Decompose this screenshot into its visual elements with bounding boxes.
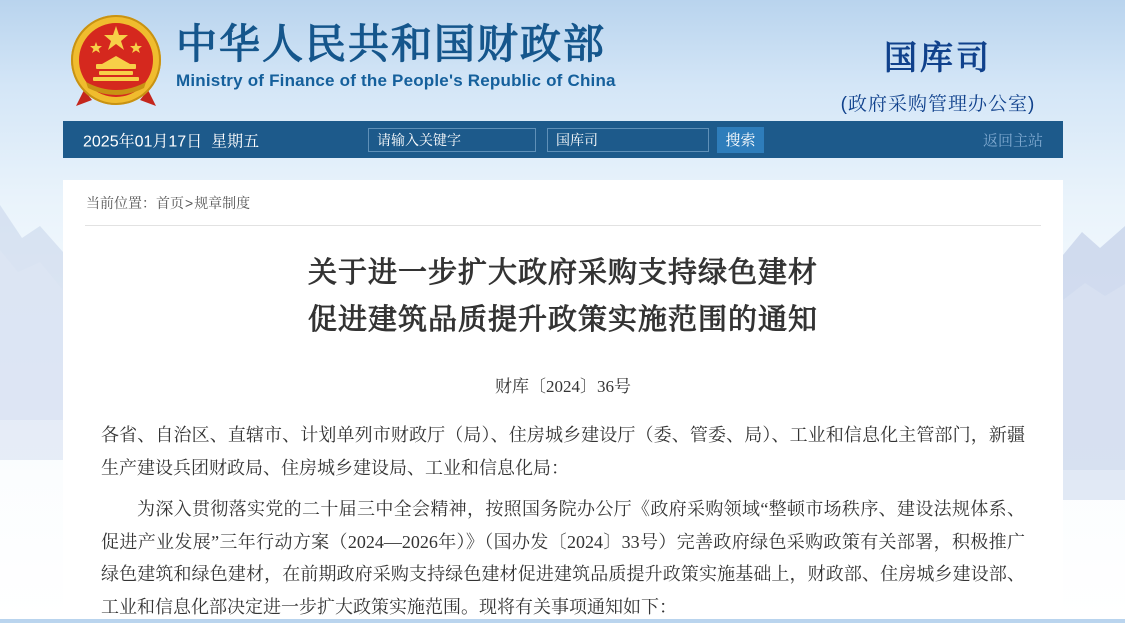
document-body: [63, 419, 1063, 623]
paragraph-intro: 为深入贯彻落实党的二十届三中全会精神，按照国务院办公厅《政府采购领域“整顿市场秩序、建设法规体系、促进产业发展”三年行动方案（2024—2026年）》（国办发〔2024〕33号）完善政府绿色采购政策有关部署，积极推广绿色建筑和绿色建材，在前期政府采购支持绿色建材促进建筑品质提升政策实施基础上，财政部、住房城乡建设部、工业和信息化部决定进一步扩大政策实施范围。现将有关事项通知如下：: [101, 499, 1025, 617]
document-number: 财库〔2024〕36号: [495, 377, 631, 396]
site-header: [0, 0, 1125, 121]
search-button[interactable]: 搜索: [717, 127, 764, 153]
logo-link[interactable]: [66, 12, 166, 112]
content-card: [63, 180, 1063, 619]
department-subtitle: (政府采购管理办公室): [840, 94, 1036, 115]
breadcrumb-current-link[interactable]: 规章制度: [194, 194, 251, 211]
document-title: [63, 226, 1063, 344]
breadcrumb: [63, 180, 1063, 225]
breadcrumb-home-link[interactable]: 首页: [156, 194, 184, 211]
national-emblem-icon: [66, 12, 166, 112]
site-title-block: [176, 22, 616, 91]
navbar: [63, 121, 1063, 158]
breadcrumb-separator: >: [185, 194, 194, 211]
document-title-line1: 关于进一步扩大政府采购支持绿色建材: [307, 257, 818, 289]
paragraph-addressees: 各省、自治区、直辖市、计划单列市财政厅（局）、住房城乡建设厅（委、管委、局）、工业和信息化主管部门，新疆生产建设兵团财政局、住房城乡建设局、工业和信息化局：: [101, 425, 1025, 478]
search-input[interactable]: [368, 128, 536, 152]
site-title-en: Ministry of Finance of the People's Republic of China: [176, 71, 616, 90]
breadcrumb-label: 当前位置：: [86, 194, 156, 211]
search-scope-select[interactable]: 国库司: [547, 128, 709, 152]
current-date: 2025年01月17日 星期五: [83, 133, 260, 150]
department-block: [813, 32, 1063, 116]
document-title-line2: 促进建筑品质提升政策实施范围的通知: [307, 304, 818, 336]
site-title-zh: 中华人民共和国财政部: [176, 21, 606, 67]
department-name: 国库司: [884, 39, 992, 76]
return-home-link[interactable]: 返回主站: [982, 132, 1043, 149]
